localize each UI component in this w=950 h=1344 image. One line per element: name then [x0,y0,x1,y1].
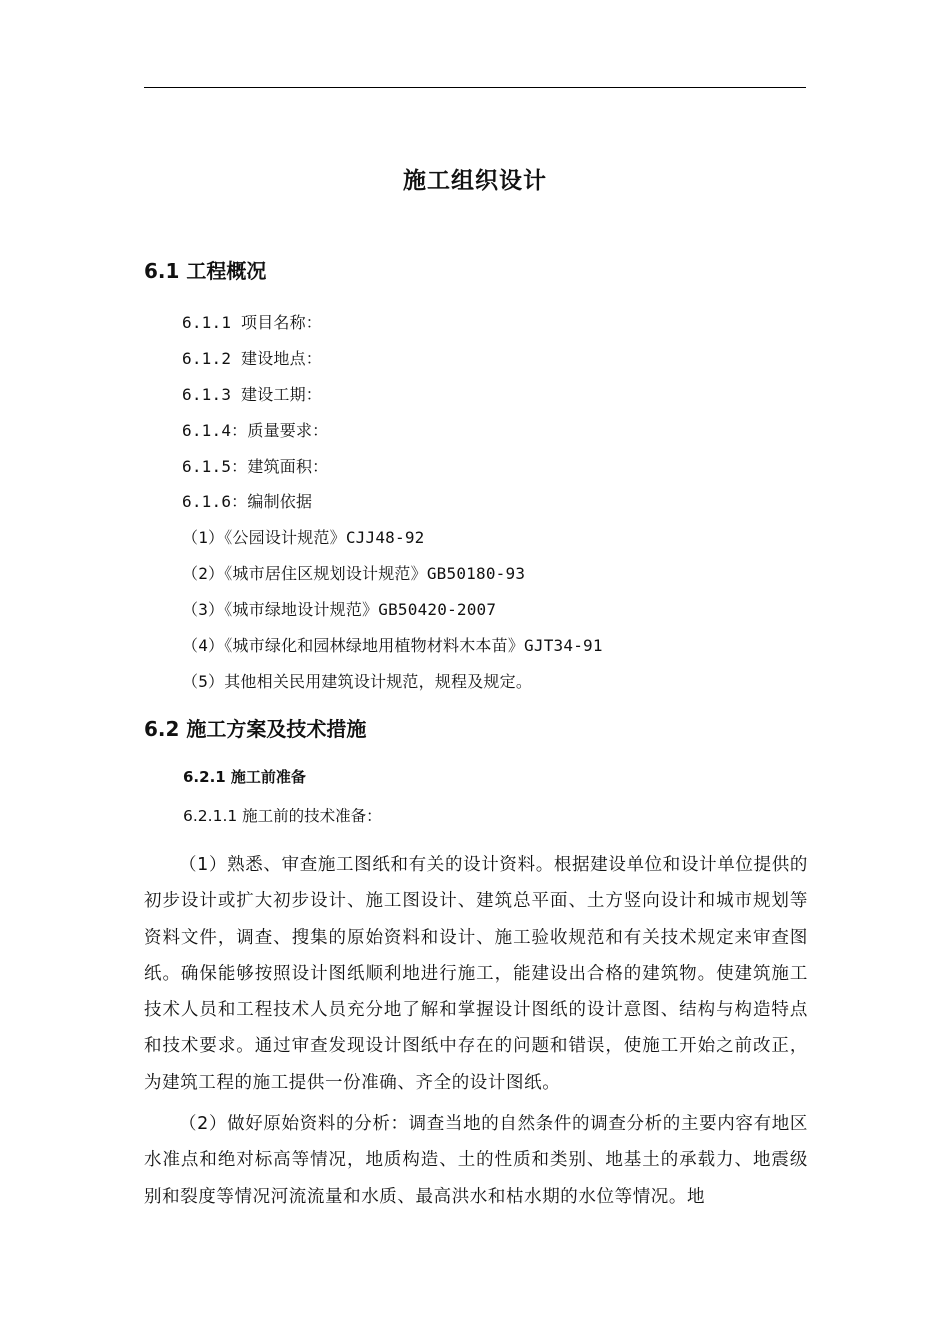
reference-item: （3）《城市绿地设计规范》GB50420-2007 [182,600,497,619]
body-paragraph: （1）熟悉、审查施工图纸和有关的设计资料。根据建设单位和设计单位提供的初步设计或扩大初步设计、施工图设计、建筑总平面、土方竖向设计和城市规划等资料文件，调查、搜集的原始资料和设计、施工验收规范和有关技术规定来审查图纸。确保能够按照设计图纸顺利地进行施工，能建设出合格的建筑物。使建筑施工技术人员和工程技术人员充分地了解和掌握设计图纸的设计意图、结构与构造特点和技术要求。通过审查发现设计图纸中存在的问题和错误，使施工开始之前改正，为建筑工程的施工提供一份准确、齐全的设计图纸。 [144,855,808,1093]
section-heading-6-1: 6.1 工程概况 [144,259,267,283]
document-title: 施工组织设计 [403,168,547,194]
list-item: 6.1.6：编制依据 [182,492,313,511]
reference-item: （4）《城市绿化和园林绿地用植物材料木本苗》GJT34-91 [182,636,603,655]
list-item: 6.1.1 项目名称： [182,313,322,332]
reference-item: （5）其他相关民用建筑设计规范，规程及规定。 [182,672,533,691]
reference-item: （2）《城市居住区规划设计规范》GB50180-93 [182,564,526,583]
sub-subsection-heading: 6.2.1.1 施工前的技术准备： [183,807,382,825]
list-item: 6.1.3 建设工期： [182,385,322,404]
list-item: 6.1.5：建筑面积： [182,457,329,476]
list-item: 6.1.2 建设地点： [182,349,322,368]
header-rule [144,87,806,88]
body-paragraph: （2）做好原始资料的分析：调查当地的自然条件的调查分析的主要内容有地区水准点和绝对标高等情况，地质构造、土的性质和类别、地基土的承载力、地震级别和裂度等情况河流流量和水质、最高洪水和枯水期的水位等情况。地 [144,1114,808,1207]
reference-item: （1）《公园设计规范》CJJ48-92 [182,528,425,547]
subsection-heading: 6.2.1 施工前准备 [183,768,306,786]
list-item: 6.1.4：质量要求： [182,421,329,440]
section-heading-6-2: 6.2 施工方案及技术措施 [144,717,367,741]
